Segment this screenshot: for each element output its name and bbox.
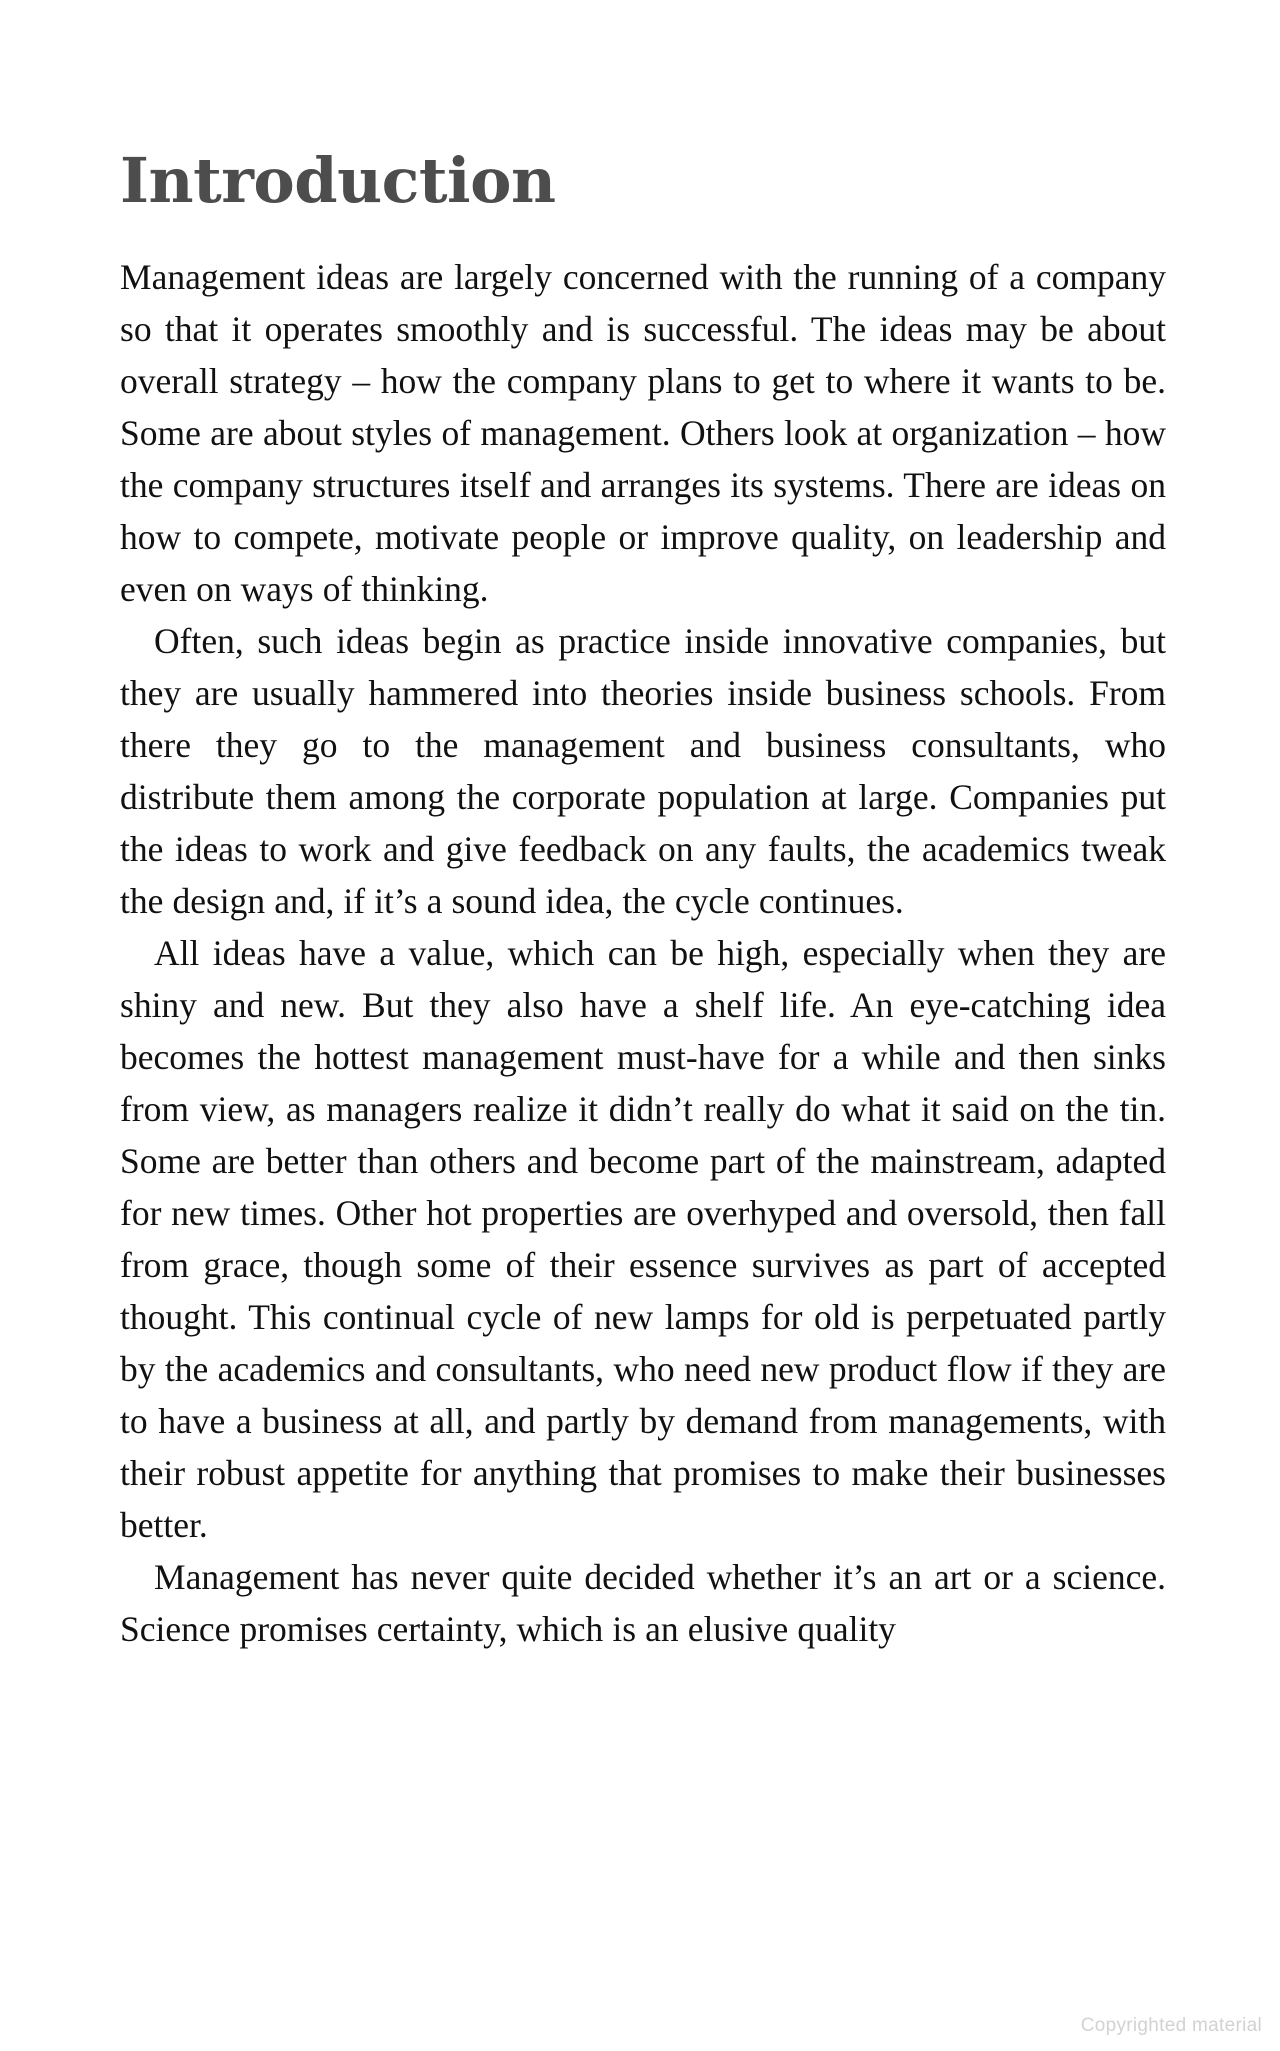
- page-content: [120, 144, 1166, 1655]
- body-paragraph-3: All ideas have a value, which can be high, especially when they are shiny and new. But they also have a shelf life. An eye-catching idea becomes the hottest management must-have for a while and then sinks from view, as managers realize it didn’t really do what it said on the tin. Some are better than others and become part of the mainstream, adapted for new times. Other hot properties are overhyped and oversold, then fall from grace, though some of their essence survives as part of accepted thought. This continual cycle of new lamps for old is perpetuated partly by the academics and consultants, who need new product flow if they are to have a business at all, and partly by demand from managements, with their robust appetite for anything that promises to make their businesses better.: [120, 933, 1166, 1546]
- page-title: Introduction: [120, 144, 556, 217]
- body-paragraph-4: Management has never quite decided whether it’s an art or a science. Science promises certainty, which is an elusive quality: [120, 1557, 1166, 1650]
- body-paragraph-2: Often, such ideas begin as practice inside innovative companies, but they are usually hammered into theories inside business schools. From there they go to the management and business consultants, who distribute them among the corporate population at large. Companies put the ideas to work and give feedback on any faults, the academics tweak the design and, if it’s a sound idea, the cycle continues.: [120, 621, 1166, 922]
- copyright-watermark: Copyrighted material: [1080, 2015, 1262, 2036]
- body-paragraph-1: Management ideas are largely concerned with the running of a company so that it operates smoothly and is successful. The ideas may be about overall strategy – how the company plans to get to where it wants to be. Some are about styles of management. Others look at organization – how the company structures itself and arranges its systems. There are ideas on how to compete, motivate people or improve quality, on leadership and even on ways of thinking.: [120, 257, 1166, 610]
